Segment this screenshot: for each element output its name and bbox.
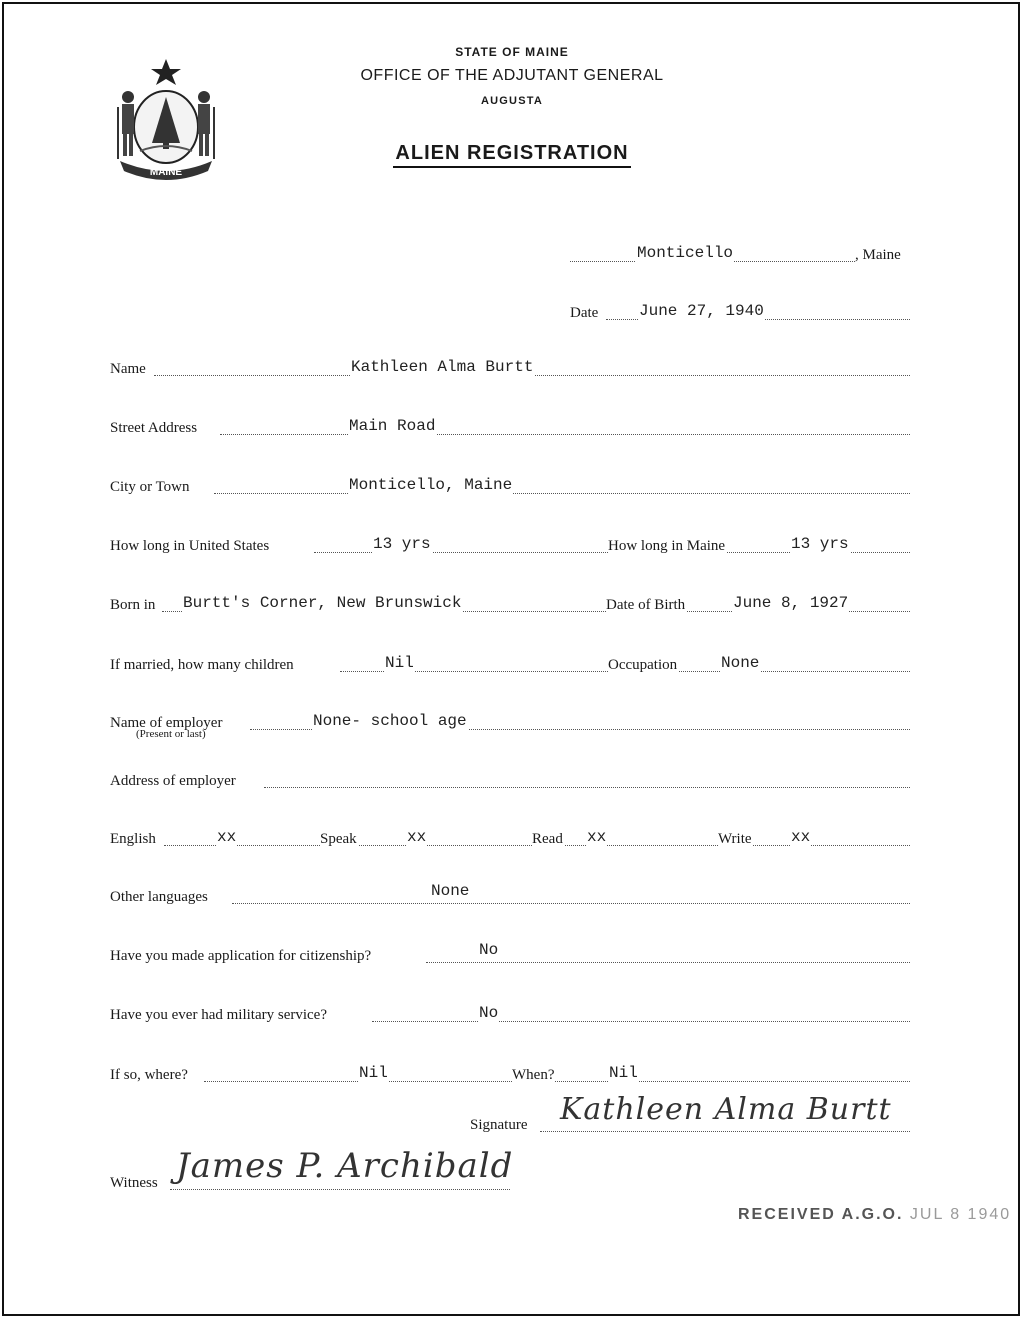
when-label: When? [512, 1067, 555, 1083]
us-time-value: 13 yrs [373, 535, 431, 553]
name-label: Name [110, 361, 146, 377]
where-label: If so, where? [110, 1067, 188, 1083]
english-label: English [110, 831, 156, 847]
other-languages-value: None [431, 882, 470, 900]
citizenship-row [110, 943, 910, 965]
date-value: June 27, 1940 [639, 302, 764, 320]
form-title: ALIEN REGISTRATION [0, 142, 1024, 165]
stamp-date: JUL 8 1940 [909, 1206, 1012, 1223]
military-value: No [479, 1004, 499, 1022]
street-label: Street Address [110, 420, 198, 436]
place-value: Monticello [637, 244, 734, 262]
employer-address-row [110, 768, 910, 790]
received-stamp [738, 1206, 1011, 1224]
employer-address-label: Address of employer [110, 773, 236, 789]
maine-time-value: 13 yrs [791, 535, 849, 553]
english-value: xx [217, 828, 237, 846]
speak-label: Speak [320, 831, 357, 847]
date-row [110, 300, 910, 322]
stamp-text: RECEIVED A.G.O. [738, 1206, 904, 1223]
service-row [110, 1062, 910, 1084]
place-row [110, 242, 910, 264]
military-label: Have you ever had military service? [110, 1007, 327, 1023]
read-value: xx [587, 828, 607, 846]
maine-time-label: How long in Maine [608, 538, 726, 554]
name-row [110, 356, 910, 378]
english-row [110, 826, 910, 848]
us-time-label: How long in United States [110, 538, 270, 554]
citizenship-value: No [479, 941, 499, 959]
children-row [110, 652, 910, 674]
employer-label: Name of employer [110, 715, 223, 731]
citizenship-label: Have you made application for citizenship? [110, 948, 372, 964]
children-value: Nil [385, 654, 414, 672]
signature-label: Signature [470, 1117, 528, 1133]
employer-sublabel: (Present or last) [136, 728, 206, 740]
military-row [110, 1002, 910, 1024]
residence-row [110, 533, 910, 555]
born-value: Burtt's Corner, New Brunswick [183, 594, 462, 612]
name-value: Kathleen Alma Burtt [351, 358, 534, 376]
date-label: Date [570, 305, 599, 321]
employer-value: None- school age [313, 712, 467, 730]
city-label: City or Town [110, 479, 190, 495]
state-heading: STATE OF MAINE [455, 45, 569, 59]
seal-banner-text: MAINE [149, 167, 183, 178]
write-label: Write [718, 831, 752, 847]
write-value: xx [791, 828, 811, 846]
dob-value: June 8, 1927 [733, 594, 849, 612]
occupation-value: None [721, 654, 760, 672]
other-languages-label: Other languages [110, 889, 208, 905]
where-value: Nil [359, 1064, 388, 1082]
street-row [110, 415, 910, 437]
read-label: Read [532, 831, 563, 847]
children-label: If married, how many children [110, 657, 294, 673]
born-label: Born in [110, 597, 156, 613]
witness-label: Witness [110, 1175, 158, 1191]
witness-handwriting: James P. Archibald [176, 1146, 514, 1186]
city-value: Monticello, Maine [349, 476, 513, 494]
city-row [110, 474, 910, 496]
birth-row [110, 592, 910, 614]
city-heading: AUGUSTA [481, 95, 543, 107]
office-heading: OFFICE OF THE ADJUTANT GENERAL [360, 67, 664, 84]
speak-value: xx [407, 828, 427, 846]
occupation-label: Occupation [608, 657, 678, 673]
place-suffix: , Maine [855, 247, 901, 263]
dob-label: Date of Birth [606, 597, 686, 613]
signature-handwriting: Kathleen Alma Burtt [560, 1092, 892, 1127]
street-value: Main Road [349, 417, 436, 435]
employer-row [110, 710, 910, 732]
when-value: Nil [609, 1064, 638, 1082]
other-languages-row [110, 884, 910, 906]
